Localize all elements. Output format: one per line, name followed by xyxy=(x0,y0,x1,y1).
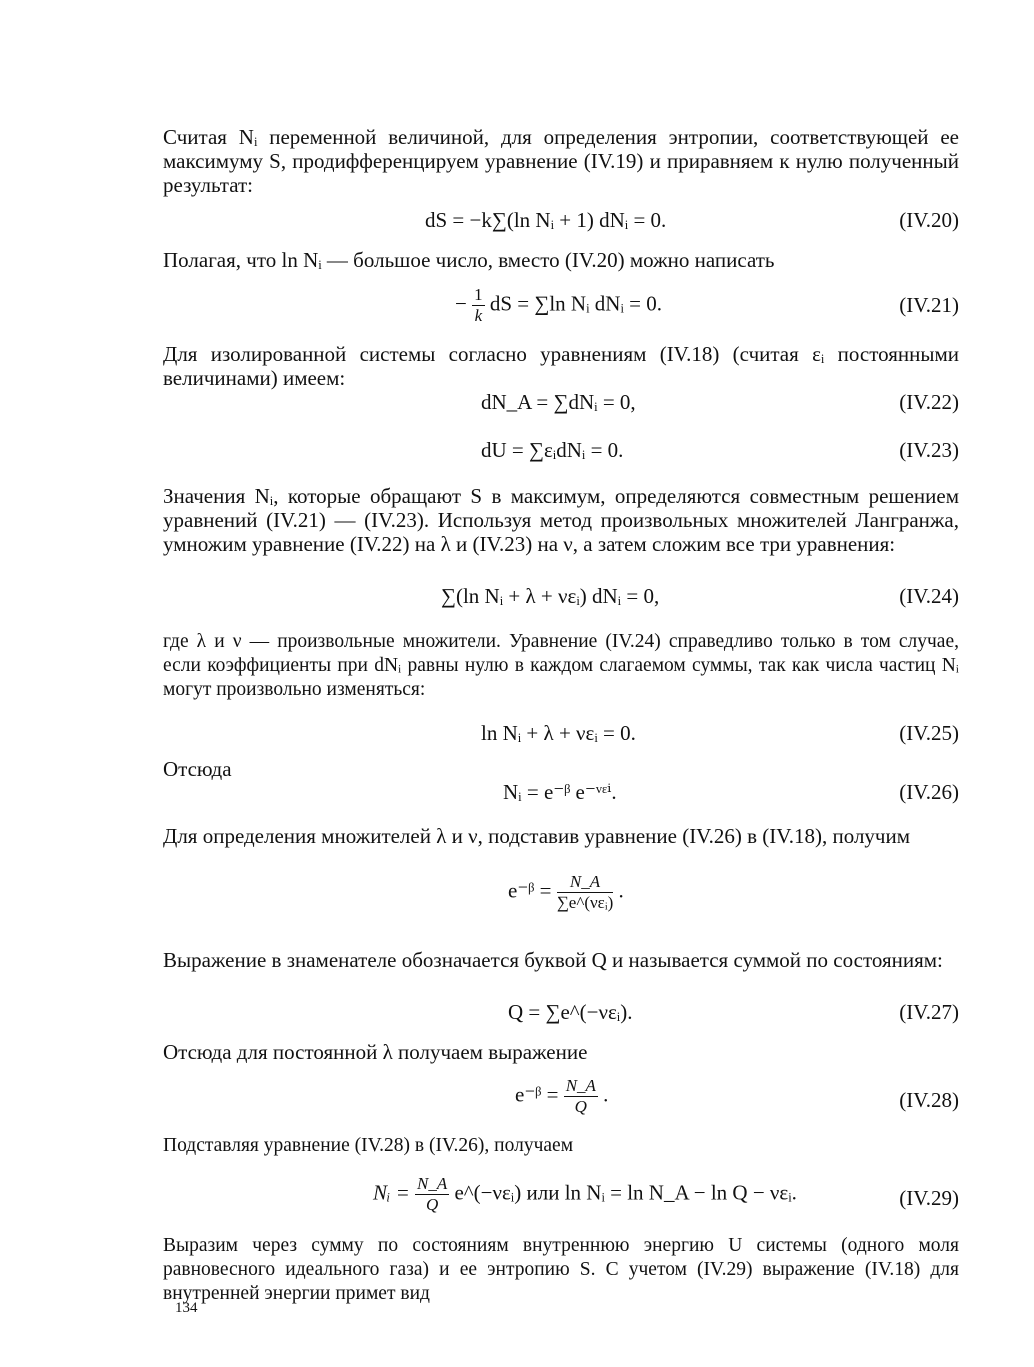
equation-body xyxy=(508,872,624,913)
fraction-denominator: Q xyxy=(574,1097,587,1116)
fraction-numerator: N_A xyxy=(557,872,614,893)
paragraph-7: Для определения множителей λ и ν, подставив уравнение (IV.26) в (IV.18), получим xyxy=(163,824,911,848)
equation-body: ∑(ln Nᵢ + λ + νεᵢ) dNᵢ = 0, xyxy=(441,584,660,608)
paragraph-4: Значения Nᵢ, которые обращают S в максимум, определяются совместным решением уравнений (IV.21) — (IV.23). Используя метод произвольных множителей Лангранжа, умножим уравнение (IV.22) на λ и (IV.23) на ν, а затем сложим все три уравнения: xyxy=(163,484,959,556)
equation-iv-22 xyxy=(163,390,959,420)
paragraph-5: где λ и ν — произвольные множители. Уравнение (IV.24) справедливо только в том случае, если коэффициенты при dNᵢ равны нулю в каждом слагаемом суммы, так как числа частиц Nᵢ могут произвольно изменяться: xyxy=(163,631,959,700)
equation-lhs: e⁻ᵝ = xyxy=(515,1082,559,1107)
equation-iv-28 xyxy=(163,1074,959,1124)
fraction-denominator: Q xyxy=(425,1195,439,1214)
equation-number: (IV.22) xyxy=(899,390,959,414)
equation-body: Q = ∑e^(−νεᵢ). xyxy=(508,1000,633,1024)
equation-body: dS = −k∑(ln Nᵢ + 1) dNᵢ = 0. xyxy=(425,208,667,232)
paragraph-8: Выражение в знаменателе обозначается буквой Q и называется суммой по состояниям: xyxy=(163,948,943,972)
equation-iv-24 xyxy=(163,584,959,614)
equation-iv-29 xyxy=(163,1172,959,1222)
equation-number: (IV.23) xyxy=(899,438,959,462)
equation-iv-25 xyxy=(163,721,959,751)
fraction-numerator: N_A xyxy=(417,1174,448,1193)
equation-number: (IV.28) xyxy=(899,1088,959,1112)
equation-number: (IV.20) xyxy=(899,208,959,232)
equation-iv-21 xyxy=(163,285,959,331)
equation-body: dU = ∑εᵢdNᵢ = 0. xyxy=(481,438,624,462)
equation-number: (IV.21) xyxy=(899,293,959,317)
equation-iv-23 xyxy=(163,438,959,468)
paragraph-6: Отсюда xyxy=(163,757,232,781)
equation-number: (IV.24) xyxy=(899,584,959,608)
fraction-denominator: k xyxy=(474,306,483,325)
fraction xyxy=(564,1076,598,1117)
period: . xyxy=(603,1082,609,1107)
fraction xyxy=(415,1174,449,1215)
equation-iv-26 xyxy=(163,780,959,810)
equation-number: (IV.29) xyxy=(899,1186,959,1210)
equation-iv-20 xyxy=(163,208,959,238)
equation-rhs: dS = ∑ln Nᵢ dNᵢ = 0. xyxy=(489,291,662,316)
equation-body: dN_A = ∑dNᵢ = 0, xyxy=(481,390,636,414)
paragraph-9: Отсюда для постоянной λ получаем выражение xyxy=(163,1040,588,1064)
equation-body: ln Nᵢ + λ + νεᵢ = 0. xyxy=(481,721,636,745)
minus-sign: − xyxy=(455,291,467,316)
paragraph-10: Подставляя уравнение (IV.28) в (IV.26), получаем xyxy=(163,1135,574,1156)
equation-rhs: e^(−νεᵢ) или ln Nᵢ = ln N_A − ln Q − νεᵢ. xyxy=(454,1180,797,1205)
equation-number: (IV.25) xyxy=(899,721,959,745)
equation-body: Nᵢ = e⁻ᵝ e⁻ᵛᵋⁱ. xyxy=(503,780,617,804)
fraction-numerator: 1 xyxy=(474,285,483,304)
page-number: 134 xyxy=(175,1300,198,1316)
paragraph-3: Для изолированной системы согласно уравнениям (IV.18) (считая εᵢ постоянными величинами) имеем: xyxy=(163,342,959,390)
equation-number: (IV.26) xyxy=(899,780,959,804)
period: . xyxy=(618,878,624,903)
fraction xyxy=(472,285,485,326)
equation-iv-27 xyxy=(163,1000,959,1030)
equation-body xyxy=(455,285,662,326)
fraction xyxy=(557,872,614,913)
equation-body xyxy=(373,1174,797,1215)
equation-lhs: Nᵢ = xyxy=(373,1180,410,1205)
equation-lambda xyxy=(163,870,959,920)
fraction-denominator: ∑e^(νεᵢ) xyxy=(556,893,614,912)
paragraph-1: Считая Nᵢ переменной величиной, для определения энтропии, соответствующей ее максимуму S, продифференцируем уравнение (IV.19) и приравняем к нулю полученный результат: xyxy=(163,125,959,197)
paragraph-2: Полагая, что ln Nᵢ — большое число, вместо (IV.20) можно написать xyxy=(163,248,775,272)
equation-lhs: e⁻ᵝ = xyxy=(508,878,552,903)
equation-body xyxy=(515,1076,608,1117)
equation-number: (IV.27) xyxy=(899,1000,959,1024)
paragraph-11: Выразим через сумму по состояниям внутреннюю энергию U системы (одного моля равновесного идеального газа) и ее энтропию S. С учетом (IV.29) выражение (IV.18) для внутренней энергии примет вид xyxy=(163,1235,959,1304)
fraction-numerator: N_A xyxy=(565,1076,596,1095)
